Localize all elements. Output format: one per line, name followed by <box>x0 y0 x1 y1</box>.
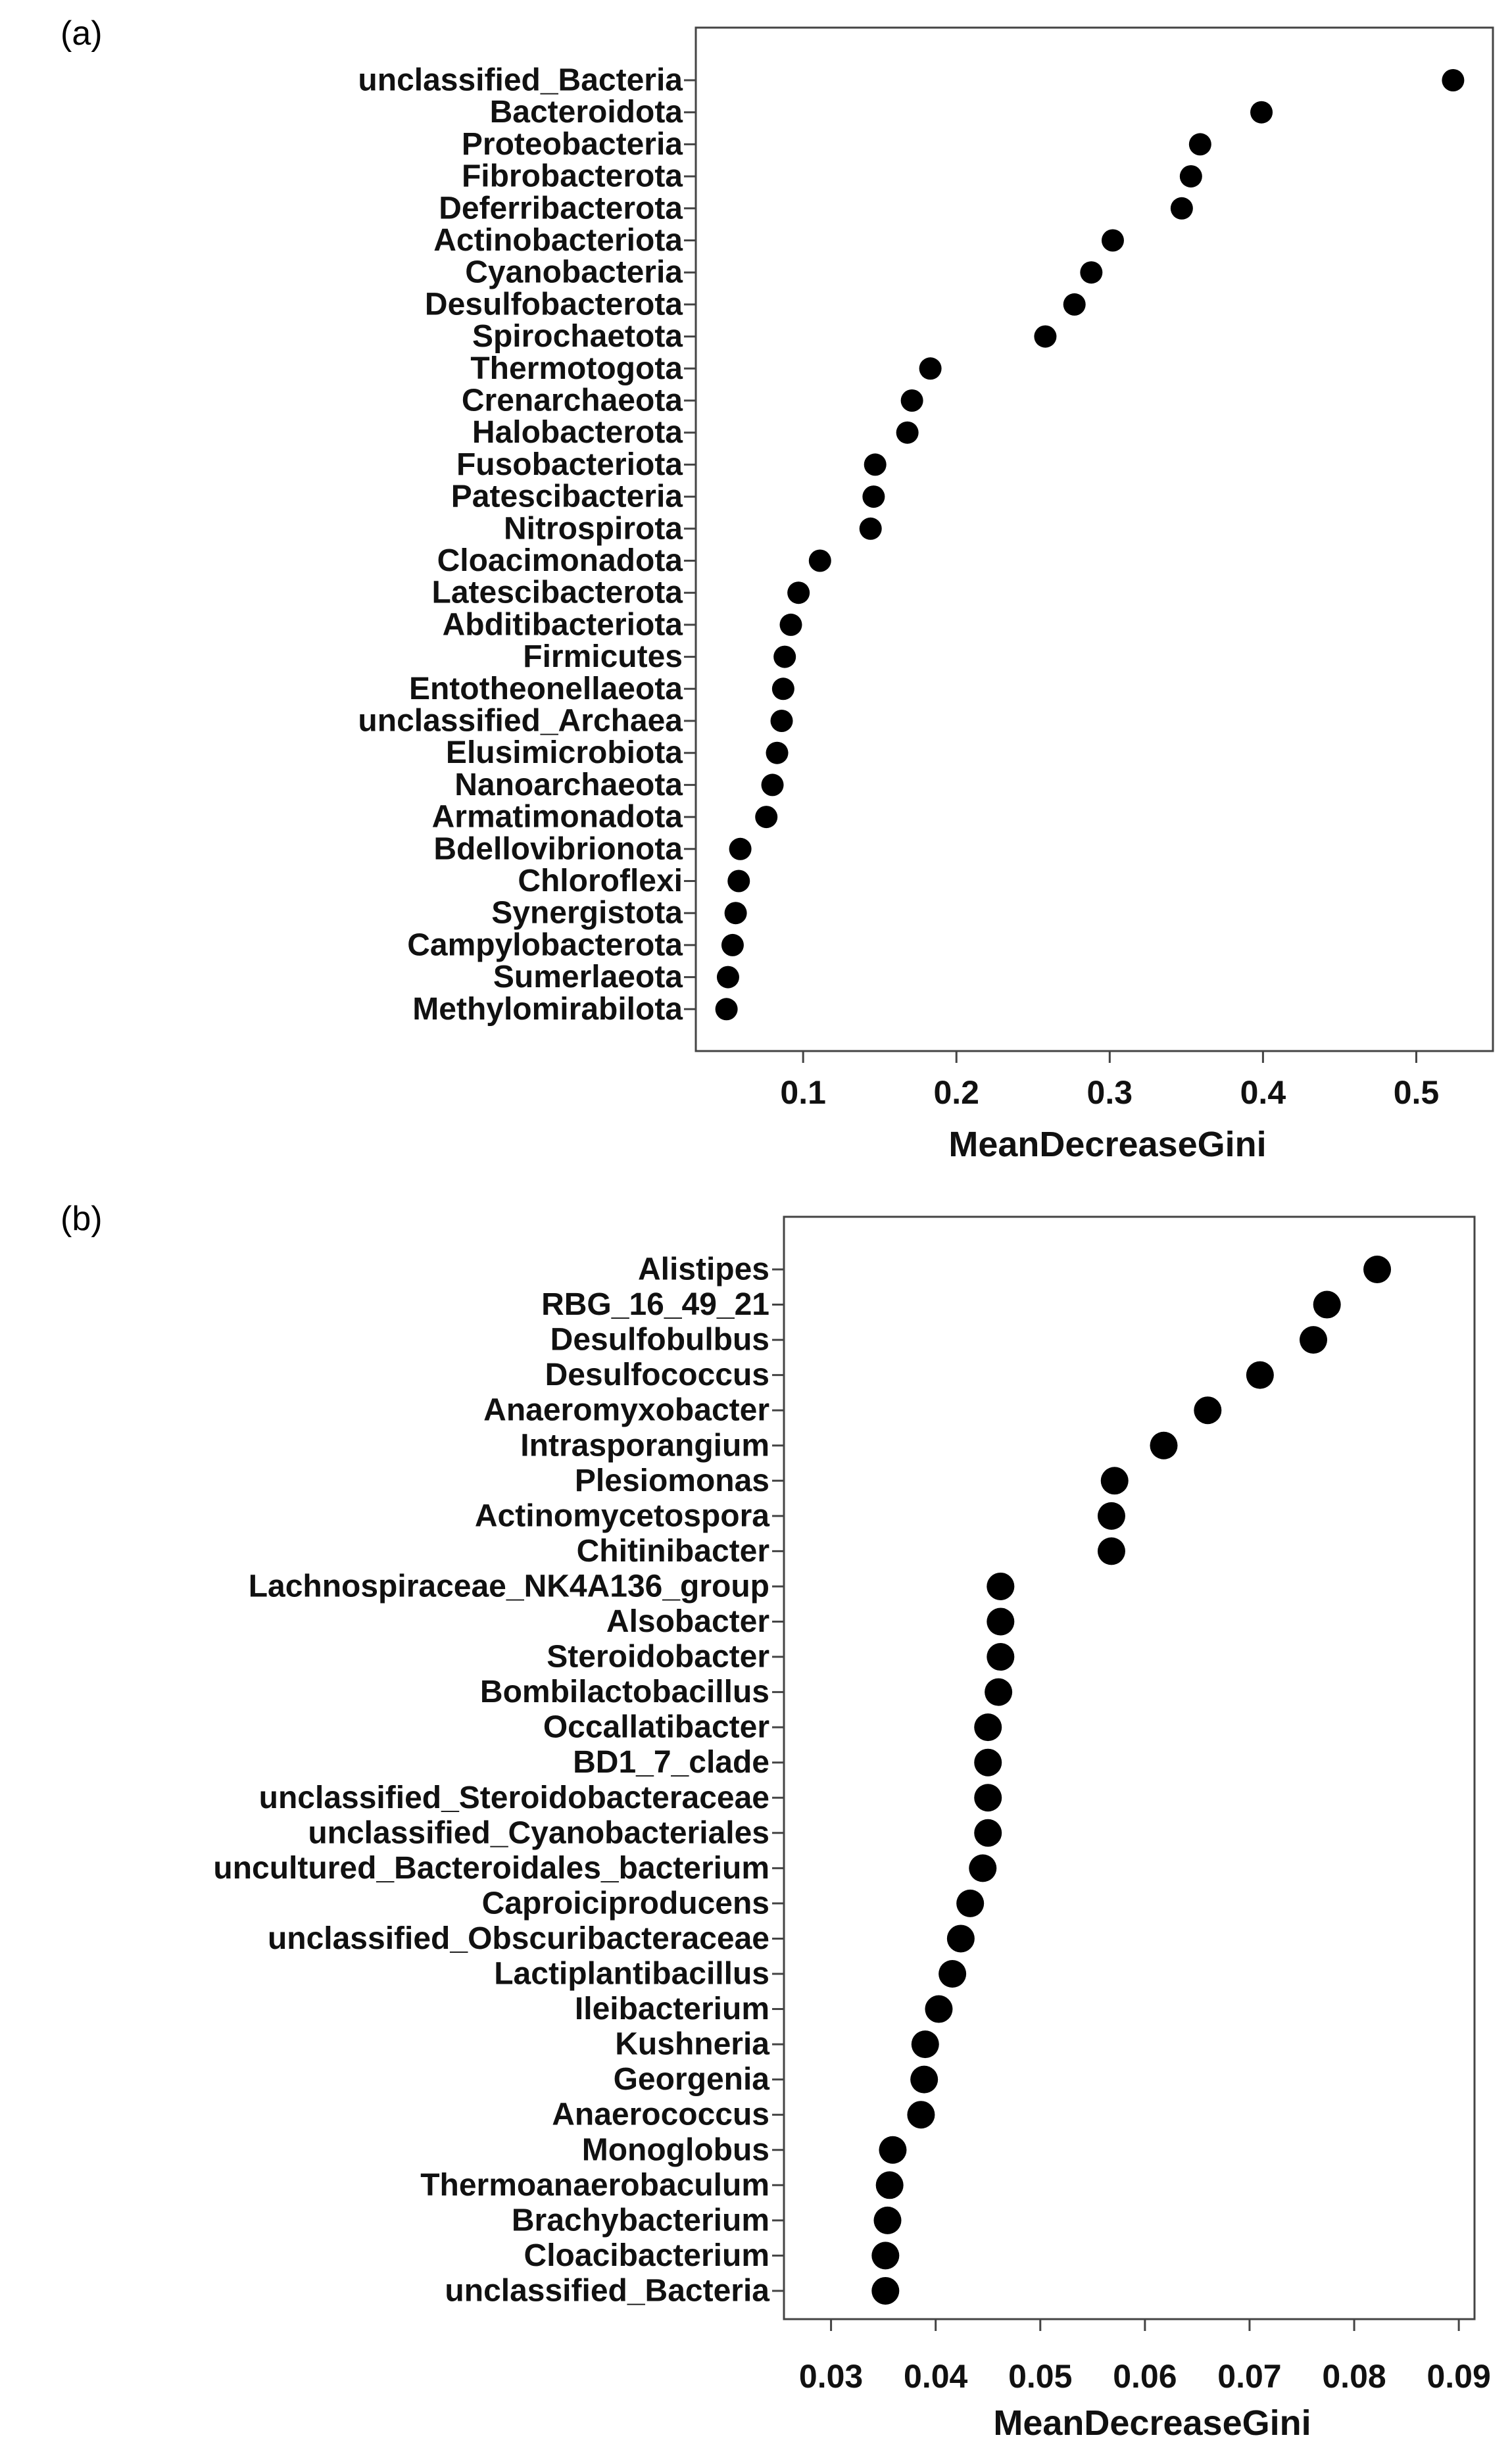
panel-a-category-labels <box>358 63 683 1027</box>
panel-b-point <box>987 1573 1014 1600</box>
panel-b-point <box>1194 1396 1221 1424</box>
panel-a-points <box>716 69 1465 1020</box>
panel-b-category-label: unclassified_Obscuribacteraceae <box>267 1921 769 1956</box>
panel-b-category-label: unclassified_Bacteria <box>445 2273 769 2309</box>
panel-b-category-label: Plesiomonas <box>574 1463 769 1498</box>
panel-b-category-label: Lactiplantibacillus <box>494 1956 769 1992</box>
panel-a-x-axis <box>780 1051 1439 1111</box>
panel-a-category-label: Fibrobacterota <box>461 159 683 194</box>
panel-a-category-label: Actinobacteriota <box>433 223 683 258</box>
panel-a-point <box>1034 326 1056 348</box>
panel-a-category-label: Abditibacteriota <box>442 607 683 643</box>
panel-a-category-label: Bdellovibrionota <box>433 831 683 867</box>
panel-b-category-label: unclassified_Cyanobacteriales <box>308 1815 769 1851</box>
panel-b-point <box>871 2242 899 2269</box>
panel-b-category-label: Georgenia <box>613 2062 769 2097</box>
panel-b-category-label: Monoglobus <box>581 2132 769 2168</box>
panel-b-category-label: Intrasporangium <box>520 1428 769 1463</box>
panel-a-x-axis-title: MeanDecreaseGini <box>948 1125 1267 1164</box>
panel-b-point <box>876 2171 904 2199</box>
panel-a-point <box>862 485 885 508</box>
panel-b-point <box>987 1608 1014 1636</box>
panel-b-point <box>974 1819 1002 1847</box>
panel-a-point <box>896 422 919 444</box>
panel-b-category-labels <box>213 1252 769 2309</box>
panel-b-category-label: Chitinibacter <box>576 1533 769 1569</box>
panel-a-point <box>766 742 789 764</box>
panel-a-point <box>1250 101 1273 124</box>
panel-a-point <box>860 518 882 540</box>
panel-a-x-tick-label: 0.2 <box>933 1074 979 1111</box>
panel-b-category-label: Desulfococcus <box>545 1358 769 1393</box>
panel-b-label: (b) <box>61 1200 103 1238</box>
panel-b-point <box>956 1890 984 1917</box>
panel-a-category-label: unclassified_Bacteria <box>358 62 683 98</box>
panel-a-category-label: Latescibacterota <box>431 575 683 610</box>
panel-b-point <box>1246 1361 1274 1389</box>
panel-b-point <box>1101 1467 1129 1494</box>
panel-a-point <box>729 838 752 860</box>
panel-b-x-tick-label: 0.04 <box>904 2358 968 2395</box>
panel-a-category-label: Nanoarchaeota <box>454 767 683 802</box>
panel-a-category-label: Sumerlaeota <box>493 960 683 995</box>
panel-b-category-label: Alsobacter <box>606 1604 769 1639</box>
panel-a-point <box>901 389 923 412</box>
panel-a-category-label: Armatimonadota <box>431 799 683 835</box>
panel-b-category-label: Cloacibacterium <box>524 2238 769 2273</box>
panel-b-point <box>907 2101 935 2128</box>
panel-a-point <box>864 453 887 476</box>
panel-b-category-label: Ileibacterium <box>574 1992 769 2027</box>
panel-a-category-label: Deferribacterota <box>439 191 683 226</box>
panel-a-category-label: Campylobacterota <box>407 927 683 963</box>
panel-a-point <box>717 966 739 989</box>
panel-a-point <box>1171 197 1193 220</box>
panel-b-x-tick-label: 0.06 <box>1113 2358 1177 2395</box>
panel-a-point <box>762 773 784 796</box>
panel-b-category-label: Anaerococcus <box>552 2097 769 2132</box>
panel-b-category-label: RBG_16_49_21 <box>541 1287 769 1323</box>
panel-b-point <box>1150 1432 1178 1459</box>
panel-a-category-label: Desulfobacterota <box>424 287 683 322</box>
panel-b-category-label: uncultured_Bacteroidales_bacterium <box>213 1850 769 1886</box>
panel-b-category-label: Desulfobulbus <box>550 1322 769 1358</box>
panel-a-point <box>1102 230 1124 252</box>
panel-b-category-label: Alistipes <box>637 1252 769 1287</box>
panel-b-category-label: Occallatibacter <box>543 1709 769 1745</box>
panel-b-point <box>1313 1291 1341 1319</box>
panel-a-category-label: Nitrospirota <box>503 511 683 547</box>
panel-b-x-tick-label: 0.07 <box>1217 2358 1282 2395</box>
panel-b-category-label: Actinomycetospora <box>474 1498 769 1534</box>
panel-b <box>61 1200 1491 2443</box>
panel-b-point <box>1098 1502 1125 1530</box>
panel-a-point <box>787 581 810 604</box>
panel-a-category-label: unclassified_Archaea <box>358 703 683 739</box>
panel-b-category-label: Bombilactobacillus <box>479 1675 769 1710</box>
panel-b-point <box>947 1925 975 1952</box>
panel-a-category-label: Methylomirabilota <box>412 991 683 1027</box>
panel-b-category-label: Thermoanaerobaculum <box>420 2167 769 2203</box>
panel-a-point <box>1442 69 1464 91</box>
panel-a <box>61 14 1493 1164</box>
panel-a-category-label: Thermotogota <box>470 351 683 386</box>
panel-a-category-label: Elusimicrobiota <box>445 735 683 771</box>
panel-b-category-label: Brachybacterium <box>511 2203 769 2238</box>
panel-a-point <box>755 806 777 828</box>
panel-b-point <box>1363 1256 1391 1283</box>
panel-a-category-label: Crenarchaeota <box>461 383 683 418</box>
panel-a-point <box>780 614 802 636</box>
panel-b-point <box>974 1713 1002 1741</box>
panel-b-point <box>910 2066 938 2094</box>
panel-a-x-tick-label: 0.1 <box>780 1074 826 1111</box>
panel-a-category-label: Entotheonellaeota <box>408 671 683 706</box>
panel-b-point <box>871 2277 899 2305</box>
panel-b-point <box>879 2136 906 2164</box>
panel-a-category-label: Chloroflexi <box>518 864 683 898</box>
panel-a-point <box>716 998 738 1020</box>
panel-a-point <box>727 870 750 893</box>
panel-b-category-label: Kushneria <box>615 2026 769 2062</box>
panel-a-point <box>1080 261 1102 283</box>
panel-a-point <box>771 710 793 732</box>
panel-b-category-label: Lachnospiraceae_NK4A136_group <box>248 1569 769 1604</box>
panel-b-point <box>874 2207 902 2234</box>
panel-a-category-label: Firmicutes <box>523 639 683 675</box>
panel-a-point <box>919 357 942 380</box>
panel-a-category-label: Patescibacteria <box>451 479 683 514</box>
panel-a-point <box>773 646 796 668</box>
panel-a-point <box>809 550 831 572</box>
panel-b-x-tick-label: 0.03 <box>798 2358 864 2395</box>
panel-a-point <box>1180 165 1202 187</box>
panel-a-category-label: Fusobacteriota <box>456 447 683 482</box>
panel-b-x-tick-label: 0.09 <box>1427 2358 1491 2395</box>
panel-a-x-tick-label: 0.4 <box>1240 1074 1286 1111</box>
panel-a-category-label: Synergistota <box>491 895 683 931</box>
panel-a-x-tick-label: 0.5 <box>1393 1074 1440 1111</box>
panel-b-point <box>939 1960 966 1988</box>
panel-b-category-label: Caproiciproducens <box>481 1886 769 1921</box>
panel-b-category-label: BD1_7_clade <box>573 1745 769 1780</box>
panel-b-point <box>925 1996 952 2023</box>
panel-a-y-ticks <box>684 80 696 1009</box>
panel-a-point <box>725 902 747 924</box>
panel-b-x-tick-label: 0.05 <box>1008 2358 1073 2395</box>
panel-b-point <box>974 1749 1002 1777</box>
panel-b-point <box>912 2030 939 2058</box>
panel-a-point <box>721 934 744 956</box>
panel-b-point <box>969 1854 996 1882</box>
panel-b-point <box>1098 1537 1125 1565</box>
panel-a-point <box>1189 133 1211 155</box>
panel-b-x-tick-label: 0.08 <box>1322 2358 1386 2395</box>
panel-b-point <box>1300 1326 1327 1354</box>
panel-b-x-axis-title: MeanDecreaseGini <box>993 2403 1311 2443</box>
panel-a-x-tick-label: 0.3 <box>1086 1074 1133 1111</box>
panel-b-point <box>974 1784 1002 1811</box>
panel-b-category-label: Steroidobacter <box>547 1639 769 1675</box>
panel-b-point <box>987 1643 1014 1671</box>
panel-b-category-label: unclassified_Steroidobacteraceae <box>258 1780 769 1815</box>
panel-b-y-ticks <box>772 1269 784 2291</box>
panel-a-category-label: Proteobacteria <box>461 126 683 162</box>
panel-a-category-label: Cloacimonadota <box>437 543 683 578</box>
panel-a-point <box>1063 293 1086 316</box>
panel-b-points <box>871 1256 1391 2305</box>
panel-a-point <box>772 677 794 700</box>
panel-a-label: (a) <box>61 14 103 53</box>
panel-a-category-label: Halobacterota <box>472 415 683 451</box>
panel-b-category-label: Anaeromyxobacter <box>483 1392 769 1428</box>
panel-a-category-label: Bacteroidota <box>489 95 683 130</box>
panel-a-category-label: Cyanobacteria <box>465 255 683 290</box>
panel-a-category-label: Spirochaetota <box>472 319 683 355</box>
panel-a-plot-frame <box>696 28 1493 1051</box>
panel-b-point <box>985 1679 1012 1706</box>
panel-b-x-axis <box>799 2319 1491 2395</box>
